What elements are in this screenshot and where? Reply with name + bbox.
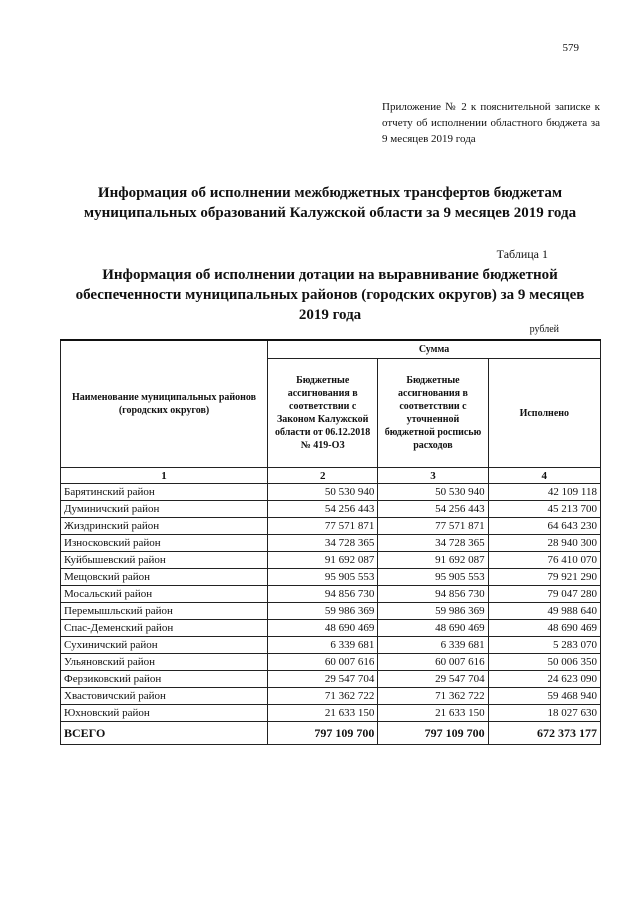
executed-amount: 50 006 350 bbox=[488, 654, 600, 671]
table-row bbox=[61, 688, 601, 705]
district-name: Мещовский район bbox=[61, 569, 268, 586]
header-col2: Бюджетные ассигнования в соответствии с Законом Калужской области от 06.12.2018 № 419-ОЗ bbox=[268, 359, 378, 468]
refined-amount: 29 547 704 bbox=[378, 671, 488, 688]
transfers-table bbox=[60, 339, 601, 745]
law-amount: 48 690 469 bbox=[268, 620, 378, 637]
executed-amount: 79 921 290 bbox=[488, 569, 600, 586]
district-name: Думиничский район bbox=[61, 501, 268, 518]
law-amount: 50 530 940 bbox=[268, 484, 378, 501]
page-number: 579 bbox=[562, 42, 579, 54]
executed-amount: 5 283 070 bbox=[488, 637, 600, 654]
executed-amount: 64 643 230 bbox=[488, 518, 600, 535]
law-amount: 94 856 730 bbox=[268, 586, 378, 603]
district-name: Перемышльский район bbox=[61, 603, 268, 620]
col-number: 2 bbox=[268, 468, 378, 484]
district-name: Сухиничский район bbox=[61, 637, 268, 654]
table-row bbox=[61, 705, 601, 722]
table-row bbox=[61, 654, 601, 671]
refined-amount: 59 986 369 bbox=[378, 603, 488, 620]
refined-amount: 34 728 365 bbox=[378, 535, 488, 552]
district-name: Куйбышевский район bbox=[61, 552, 268, 569]
table-row bbox=[61, 501, 601, 518]
table-row bbox=[61, 518, 601, 535]
total-executed: 672 373 177 bbox=[488, 722, 600, 745]
table-body bbox=[61, 484, 601, 722]
law-amount: 34 728 365 bbox=[268, 535, 378, 552]
law-amount: 21 633 150 bbox=[268, 705, 378, 722]
executed-amount: 79 047 280 bbox=[488, 586, 600, 603]
table-row bbox=[61, 671, 601, 688]
table-row bbox=[61, 620, 601, 637]
refined-amount: 60 007 616 bbox=[378, 654, 488, 671]
law-amount: 91 692 087 bbox=[268, 552, 378, 569]
header-col3: Бюджетные ассигнования в соответствии с уточненной бюджетной росписью расходов bbox=[378, 359, 488, 468]
table-row bbox=[61, 484, 601, 501]
district-name: Спас-Деменский район bbox=[61, 620, 268, 637]
header-sum: Сумма bbox=[268, 340, 601, 359]
total-law: 797 109 700 bbox=[268, 722, 378, 745]
units-label: рублей bbox=[529, 324, 559, 335]
law-amount: 59 986 369 bbox=[268, 603, 378, 620]
executed-amount: 18 027 630 bbox=[488, 705, 600, 722]
executed-amount: 28 940 300 bbox=[488, 535, 600, 552]
col-number: 4 bbox=[488, 468, 600, 484]
executed-amount: 24 623 090 bbox=[488, 671, 600, 688]
executed-amount: 59 468 940 bbox=[488, 688, 600, 705]
executed-amount: 49 988 640 bbox=[488, 603, 600, 620]
district-name: Хвастовичский район bbox=[61, 688, 268, 705]
col-number: 1 bbox=[61, 468, 268, 484]
executed-amount: 42 109 118 bbox=[488, 484, 600, 501]
executed-amount: 48 690 469 bbox=[488, 620, 600, 637]
law-amount: 54 256 443 bbox=[268, 501, 378, 518]
law-amount: 29 547 704 bbox=[268, 671, 378, 688]
total-refined: 797 109 700 bbox=[378, 722, 488, 745]
table-row bbox=[61, 569, 601, 586]
refined-amount: 21 633 150 bbox=[378, 705, 488, 722]
district-name: Юхновский район bbox=[61, 705, 268, 722]
total-row bbox=[61, 722, 601, 745]
refined-amount: 50 530 940 bbox=[378, 484, 488, 501]
law-amount: 77 571 871 bbox=[268, 518, 378, 535]
table-label: Таблица 1 bbox=[496, 247, 548, 261]
district-name: Ферзиковский район bbox=[61, 671, 268, 688]
refined-amount: 6 339 681 bbox=[378, 637, 488, 654]
header-name: Наименование муниципальных районов (городских округов) bbox=[61, 340, 268, 468]
table-row bbox=[61, 586, 601, 603]
refined-amount: 54 256 443 bbox=[378, 501, 488, 518]
district-name: Износковский район bbox=[61, 535, 268, 552]
executed-amount: 45 213 700 bbox=[488, 501, 600, 518]
table-title: Информация об исполнении дотации на выравнивание бюджетной обеспеченности муниципальных районов (городских округов) за 9 месяцев 2019 года bbox=[75, 267, 585, 323]
district-name: Ульяновский район bbox=[61, 654, 268, 671]
header-col4: Исполнено bbox=[488, 359, 600, 468]
law-amount: 95 905 553 bbox=[268, 569, 378, 586]
district-name: Мосальский район bbox=[61, 586, 268, 603]
col-number: 3 bbox=[378, 468, 488, 484]
appendix-note: Приложение № 2 к пояснительной записке к отчету об исполнении областного бюджета за 9 месяцев 2019 года bbox=[382, 101, 600, 145]
law-amount: 60 007 616 bbox=[268, 654, 378, 671]
refined-amount: 94 856 730 bbox=[378, 586, 488, 603]
refined-amount: 77 571 871 bbox=[378, 518, 488, 535]
refined-amount: 48 690 469 bbox=[378, 620, 488, 637]
district-name: Жиздринский район bbox=[61, 518, 268, 535]
executed-amount: 76 410 070 bbox=[488, 552, 600, 569]
table-row bbox=[61, 637, 601, 654]
total-label: ВСЕГО bbox=[61, 722, 268, 745]
refined-amount: 71 362 722 bbox=[378, 688, 488, 705]
table-row bbox=[61, 603, 601, 620]
district-name: Барятинский район bbox=[61, 484, 268, 501]
refined-amount: 91 692 087 bbox=[378, 552, 488, 569]
law-amount: 6 339 681 bbox=[268, 637, 378, 654]
refined-amount: 95 905 553 bbox=[378, 569, 488, 586]
law-amount: 71 362 722 bbox=[268, 688, 378, 705]
table-row bbox=[61, 535, 601, 552]
table-row bbox=[61, 552, 601, 569]
document-title: Информация об исполнении межбюджетных трансфертов бюджетам муниципальных образований Калужской области за 9 месяцев 2019 года bbox=[83, 185, 577, 221]
